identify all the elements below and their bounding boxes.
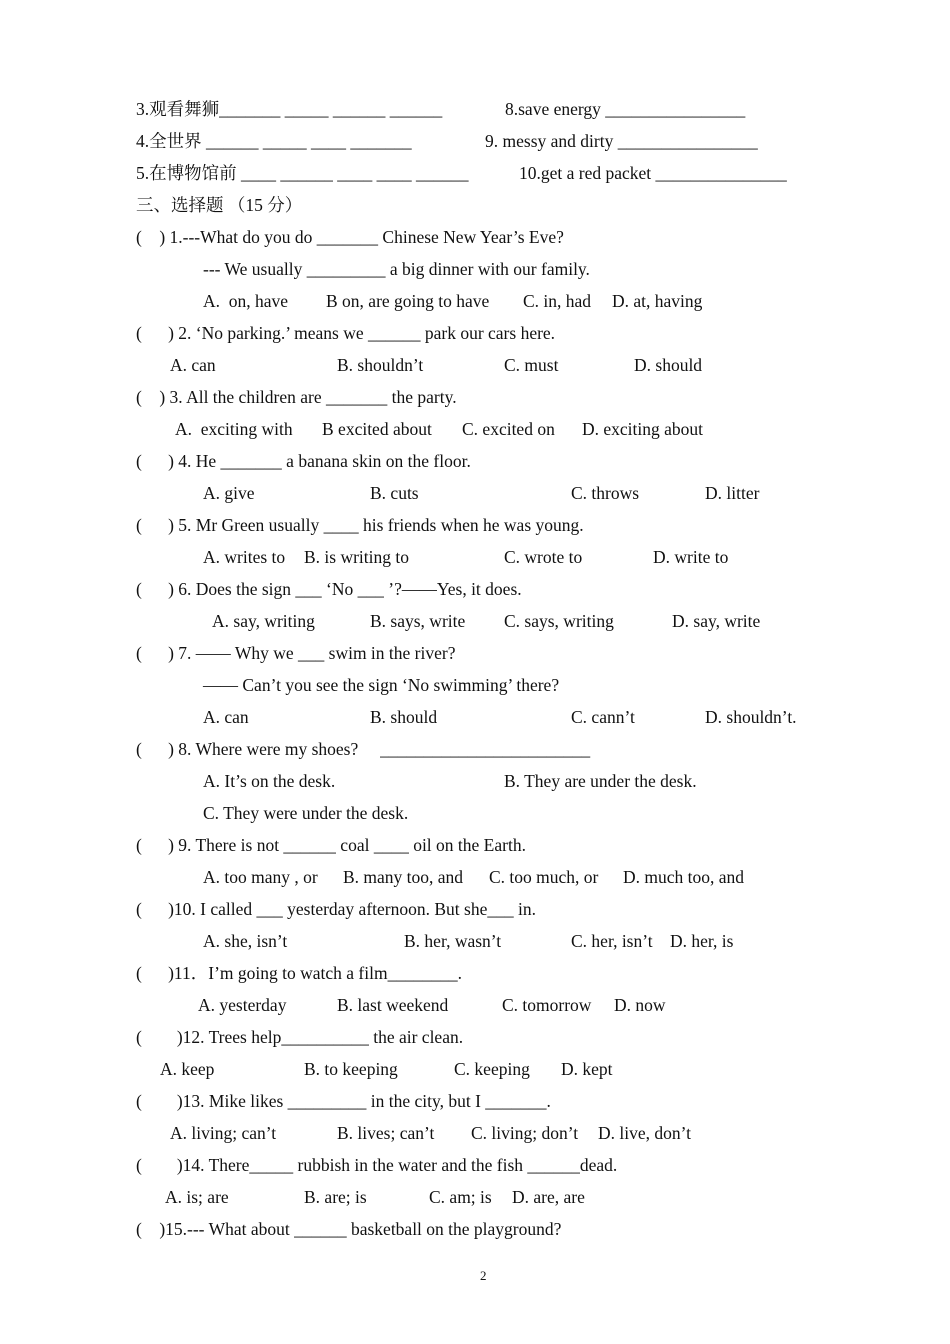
question-7-stem-reply: —— Can’t you see the sign ‘No swimming’ there? (203, 675, 560, 695)
question-1-option-a: A. on, have (203, 291, 289, 311)
question-2-option-d: D. should (634, 355, 703, 375)
question-4-option-b: B. cuts (370, 483, 419, 503)
question-5-stem: ( ) 5. Mr Green usually ____ his friends when he was young. (136, 515, 584, 535)
question-7-option-c: C. cann’t (571, 707, 635, 727)
question-12-option-d: D. kept (561, 1059, 613, 1079)
question-10-option-c: C. her, isn’t (571, 931, 653, 951)
question-5-option-c: C. wrote to (504, 547, 583, 567)
question-12-option-b: B. to keeping (304, 1059, 398, 1079)
question-3-option-a: A. exciting with (175, 419, 293, 439)
question-14-option-c: C. am; is (429, 1187, 492, 1207)
question-10-option-a: A. she, isn’t (203, 931, 288, 951)
question-13-option-c: C. living; don’t (471, 1123, 579, 1143)
question-3-stem: ( ) 3. All the children are _______ the party. (136, 387, 457, 407)
question-4-option-d: D. litter (705, 483, 760, 503)
question-6-option-b: B. says, write (370, 611, 466, 631)
translation-item-3: 3.观看舞狮_______ _____ ______ ______ (136, 99, 443, 119)
question-2-option-a: A. can (170, 355, 216, 375)
question-11-stem: ( )11．I’m going to watch a film________. (136, 963, 462, 983)
question-14-option-b: B. are; is (304, 1187, 367, 1207)
question-10-stem: ( )10. I called ___ yesterday afternoon. But she___ in. (136, 899, 536, 919)
question-1-stem-reply: --- We usually _________ a big dinner with our family. (203, 259, 590, 279)
question-3-option-d: D. exciting about (582, 419, 704, 439)
question-13-option-d: D. live, don’t (598, 1123, 692, 1143)
question-4-stem: ( ) 4. He _______ a banana skin on the floor. (136, 451, 471, 471)
question-10-option-d: D. her, is (670, 931, 734, 951)
question-14-stem: ( )14. There_____ rubbish in the water and the fish ______dead. (136, 1155, 618, 1175)
question-5-option-d: D. write to (653, 547, 729, 567)
question-1-option-d: D. at, having (612, 291, 703, 311)
question-9-option-a: A. too many , or (203, 867, 318, 887)
question-13-stem: ( )13. Mike likes _________ in the city, but I _______. (136, 1091, 551, 1111)
question-1-option-b: B on, are going to have (326, 291, 490, 311)
question-7-stem: ( ) 7. —— Why we ___ swim in the river? (136, 643, 456, 663)
question-4-option-c: C. throws (571, 483, 640, 503)
question-3-option-c: C. excited on (462, 419, 555, 439)
question-5-option-b: B. is writing to (304, 547, 410, 567)
translation-item-9: 9. messy and dirty ________________ (485, 131, 758, 151)
question-8-option-c: C. They were under the desk. (203, 803, 409, 823)
question-15-stem: ( )15.--- What about ______ basketball on the playground? (136, 1219, 562, 1239)
question-9-option-b: B. many too, and (343, 867, 464, 887)
question-2-stem: ( ) 2. ‘No parking.’ means we ______ park our cars here. (136, 323, 556, 343)
page-number: 2 (480, 1268, 487, 1283)
question-11-option-d: D. now (614, 995, 666, 1015)
translation-item-5: 5.在博物馆前 ____ ______ ____ ____ ______ (136, 163, 469, 183)
question-9-option-c: C. too much, or (489, 867, 599, 887)
question-5-option-a: A. writes to (203, 547, 286, 567)
question-7-option-d: D. shouldn’t. (705, 707, 797, 727)
question-2-option-b: B. shouldn’t (337, 355, 424, 375)
question-9-option-d: D. much too, and (623, 867, 745, 887)
question-6-stem: ( ) 6. Does the sign ___ ‘No ___ ’?——Yes, it does. (136, 579, 522, 599)
translation-item-4: 4.全世界 ______ _____ ____ _______ (136, 131, 412, 151)
question-12-stem: ( )12. Trees help__________ the air clean. (136, 1027, 464, 1047)
question-14-option-d: D. are, are (512, 1187, 585, 1207)
question-1-stem: ( ) 1.---What do you do _______ Chinese New Year’s Eve? (136, 227, 564, 247)
translation-item-10: 10.get a red packet _______________ (519, 163, 787, 183)
question-12-option-c: C. keeping (454, 1059, 530, 1079)
question-11-option-c: C. tomorrow (502, 995, 592, 1015)
section-title: 三、选择题 （15 分） (136, 195, 303, 215)
question-3-option-b: B excited about (322, 419, 432, 439)
question-1-option-c: C. in, had (523, 291, 592, 311)
question-11-option-a: A. yesterday (198, 995, 287, 1015)
question-7-option-a: A. can (203, 707, 249, 727)
question-13-option-b: B. lives; can’t (337, 1123, 435, 1143)
question-8-stem: ( ) 8. Where were my shoes? ________________________ (136, 739, 591, 759)
question-6-option-c: C. says, writing (504, 611, 614, 631)
question-10-option-b: B. her, wasn’t (404, 931, 502, 951)
question-8-option-a: A. It’s on the desk. (203, 771, 336, 791)
question-6-option-d: D. say, write (672, 611, 761, 631)
question-6-option-a: A. say, writing (212, 611, 315, 631)
question-2-option-c: C. must (504, 355, 559, 375)
question-4-option-a: A. give (203, 483, 255, 503)
question-11-option-b: B. last weekend (337, 995, 449, 1015)
translation-item-8: 8.save energy ________________ (505, 99, 746, 119)
question-8-option-b: B. They are under the desk. (504, 771, 697, 791)
question-9-stem: ( ) 9. There is not ______ coal ____ oil on the Earth. (136, 835, 526, 855)
question-12-option-a: A. keep (160, 1059, 215, 1079)
question-14-option-a: A. is; are (165, 1187, 229, 1207)
question-13-option-a: A. living; can’t (170, 1123, 277, 1143)
question-7-option-b: B. should (370, 707, 438, 727)
